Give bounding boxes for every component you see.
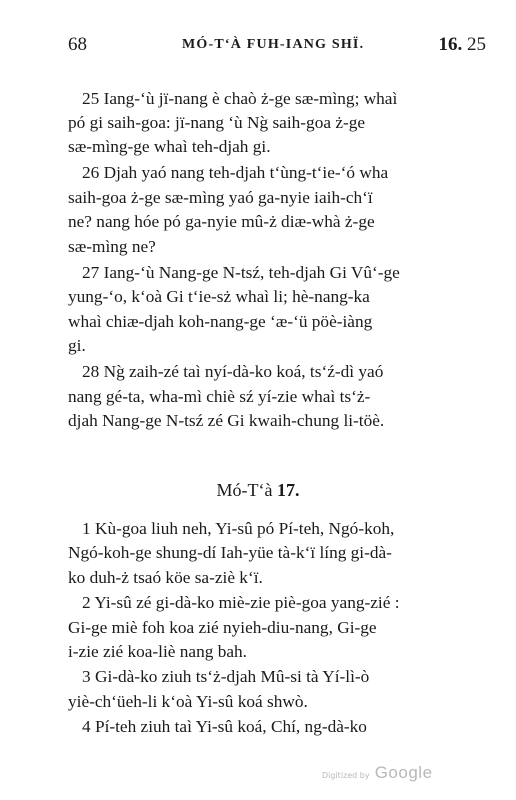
text-line: yiè-ch‘üeh-li k‘oà Yi-sû koá shwò. <box>68 692 308 711</box>
running-header <box>68 34 486 64</box>
google-logo: Google <box>374 763 433 782</box>
text-line: djah Nang-ge N-tsź zé Gi kwaih-chung li-töè. <box>68 411 385 430</box>
text-line: Gi-ge miè foh koa zié nyieh-diu-nang, Gi-ge <box>68 618 377 637</box>
digitized-by-text: Digitized by <box>322 771 370 780</box>
chapter-heading <box>0 480 516 501</box>
text-line: i-zie zié koa-liè nang bah. <box>68 642 247 661</box>
digitization-watermark <box>322 763 433 783</box>
text-line: yung-‘o, k‘oà Gi t‘ie-sż whaì li; hè-nang-ka <box>68 287 370 306</box>
text-line: 2 Yi-sû zé gi-dà-ko miè-zie piè-goa yang-zié : <box>82 593 400 612</box>
text-line: 26 Djah yaó nang teh-djah t‘ùng-t‘ie-‘ó wha <box>82 163 389 182</box>
text-line: Ngó-koh-ge shung-dí Iah-yüe tà-k‘ï líng gi-dà- <box>68 543 392 562</box>
chapter-number: 16. <box>438 34 463 55</box>
text-line: saih-goa ż-ge sæ-mìng yaó ga-nyie iaih-ch‘ï <box>68 188 373 207</box>
text-line: sæ-mìng-ge whaì teh-djah gi. <box>68 137 271 156</box>
chapter-heading-number: 17. <box>276 480 300 500</box>
text-line: 25 Iang-‘ù jï-nang è chaò ż-ge sæ-mìng; whaì <box>82 89 398 108</box>
text-line: ne? nang hóe pó ga-nyie mû-ż diæ-whà ż-ge <box>68 212 375 231</box>
running-title: MÓ-T‘À FUH-IANG SHÏ. <box>182 37 365 52</box>
text-line: 3 Gi-dà-ko ziuh ts‘ż-djah Mû-si tà Yí-lì-ò <box>82 667 370 686</box>
text-line: 1 Kù-goa liuh neh, Yi-sû pó Pí-teh, Ngó-koh, <box>82 519 395 538</box>
text-line: gi. <box>68 336 86 355</box>
text-line: sæ-mìng ne? <box>68 237 156 256</box>
page-number: 68 <box>68 34 87 55</box>
text-line: 4 Pí-teh ziuh taì Yi-sû koá, Chí, ng-dà-ko <box>82 717 367 736</box>
chapter-heading-label: Mó-T‘à <box>216 480 273 500</box>
text-line: 28 Ng̀ zaih-zé taì nyí-dà-ko koá, ts‘ź-dì yaó <box>82 362 384 381</box>
text-line: ko duh-ż tsaó köe sa-ziè k‘ï. <box>68 568 263 587</box>
text-line: nang gé-ta, wha-mì chiè sź yí-zie whaì ts‘ż- <box>68 387 371 406</box>
verse-number: 25 <box>467 34 486 55</box>
text-line: 27 Iang-‘ù Nang-ge N-tsź, teh-djah Gi Vû‘-ge <box>82 263 400 282</box>
chapter-verse-reference <box>439 34 487 56</box>
text-line: whaì chiæ-djah koh-nang-ge ‘æ-‘ü pöè-iàng <box>68 312 373 331</box>
text-line: pó gi saih-goa: jï-nang ‘ù Ng̀ saih-goa ż-ge <box>68 113 366 132</box>
